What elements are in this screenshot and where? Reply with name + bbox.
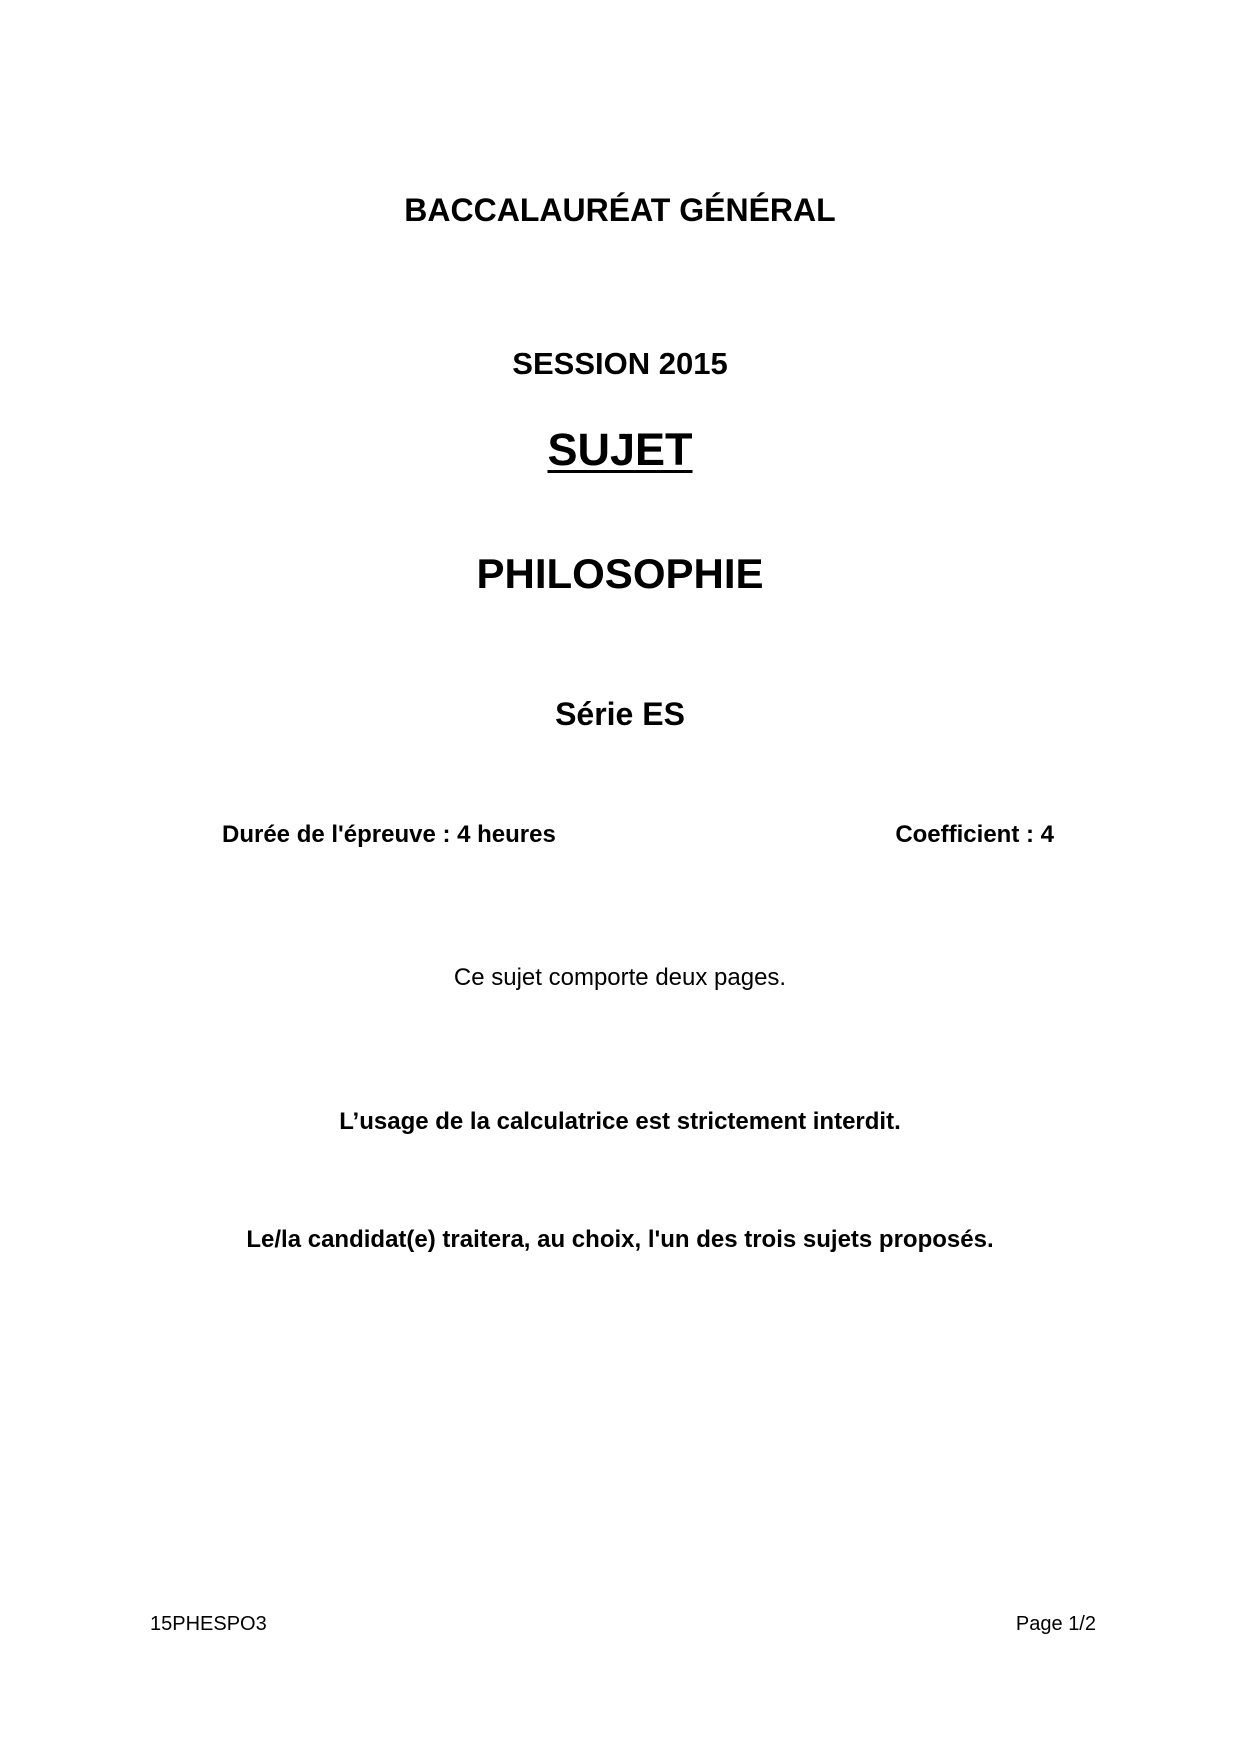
- page-number: Page 1/2: [1015, 1613, 1096, 1635]
- exam-coefficient: Coefficient : 4: [895, 821, 1054, 848]
- series-label: Série ES: [555, 696, 685, 732]
- calculator-rule: L’usage de la calculatrice est strictement interdit.: [339, 1108, 901, 1135]
- document-type-heading: SUJET: [547, 424, 693, 475]
- subject-heading: PHILOSOPHIE: [476, 550, 764, 597]
- exam-duration: Durée de l'épreuve : 4 heures: [222, 821, 556, 848]
- session-label: SESSION 2015: [512, 346, 728, 381]
- document-code: 15PHESPO3: [150, 1613, 267, 1635]
- exam-title: BACCALAURÉAT GÉNÉRAL: [404, 192, 836, 228]
- page-count-note: Ce sujet comporte deux pages.: [453, 964, 787, 991]
- candidate-instructions: Le/la candidat(e) traitera, au choix, l'un des trois sujets proposés.: [246, 1226, 994, 1253]
